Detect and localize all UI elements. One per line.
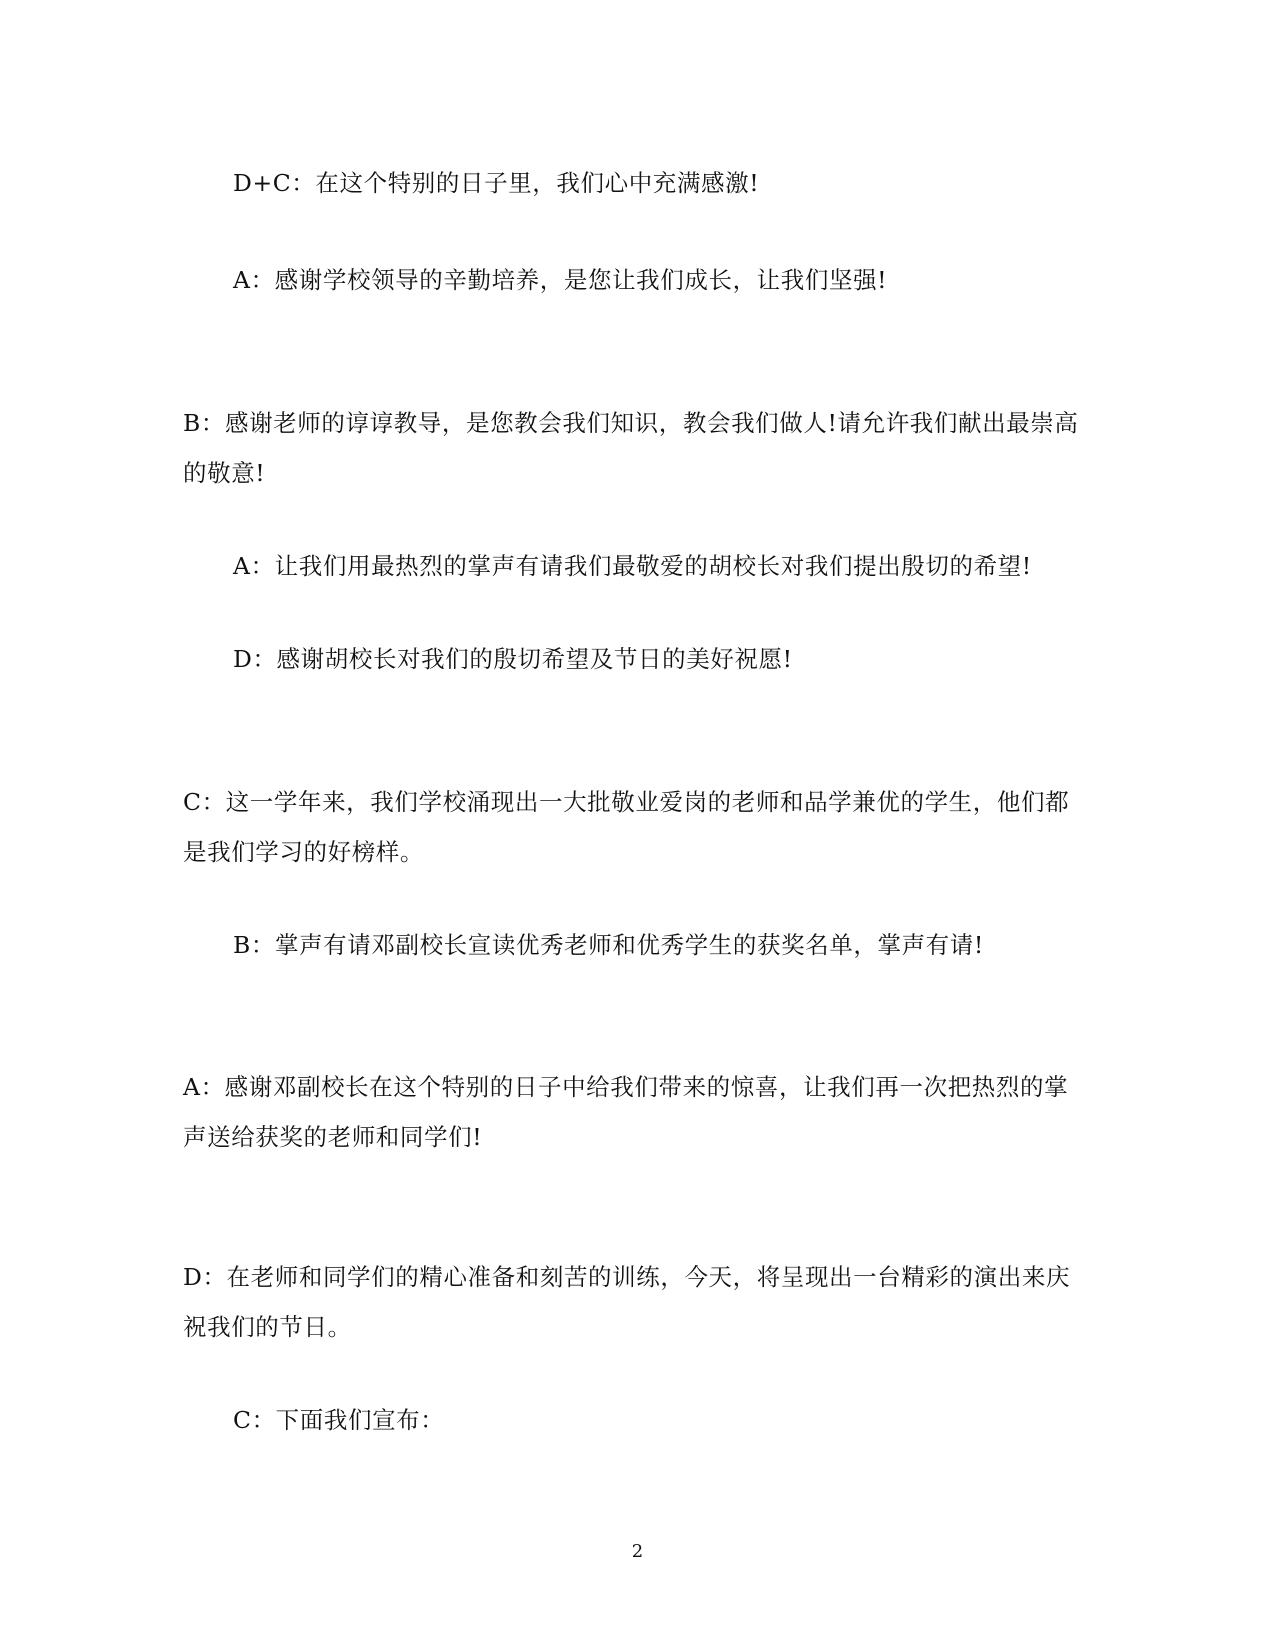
- paragraph-3: B：感谢老师的谆谆教导，是您教会我们知识，教会我们做人!请允许我们献出最崇高的敬意!: [183, 409, 1079, 487]
- paragraph-8: A：感谢邓副校长在这个特别的日子中给我们带来的惊喜，让我们再一次把热烈的掌声送给获奖的老师和同学们!: [183, 1073, 1069, 1151]
- paragraph-7: B：掌声有请邓副校长宣读优秀老师和优秀学生的获奖名单，掌声有请!: [233, 931, 984, 959]
- paragraph-10: C：下面我们宣布：: [233, 1406, 445, 1434]
- paragraph-5: D：感谢胡校长对我们的殷切希望及节日的美好祝愿!: [233, 645, 793, 673]
- paragraph-2: A：感谢学校领导的辛勤培养，是您让我们成长，让我们坚强!: [233, 266, 888, 294]
- page-number: 2: [631, 1541, 644, 1562]
- paragraph-6: C：这一学年来，我们学校涌现出一大批敬业爱岗的老师和品学兼优的学生，他们都是我们学习的好榜样。: [183, 788, 1070, 866]
- paragraph-9: D：在老师和同学们的精心准备和刻苦的训练，今天，将呈现出一台精彩的演出来庆祝我们的节日。: [183, 1263, 1071, 1341]
- paragraph-4: A：让我们用最热烈的掌声有请我们最敬爱的胡校长对我们提出殷切的希望!: [233, 552, 1032, 580]
- paragraph-1: D+C：在这个特别的日子里，我们心中充满感激!: [233, 169, 760, 197]
